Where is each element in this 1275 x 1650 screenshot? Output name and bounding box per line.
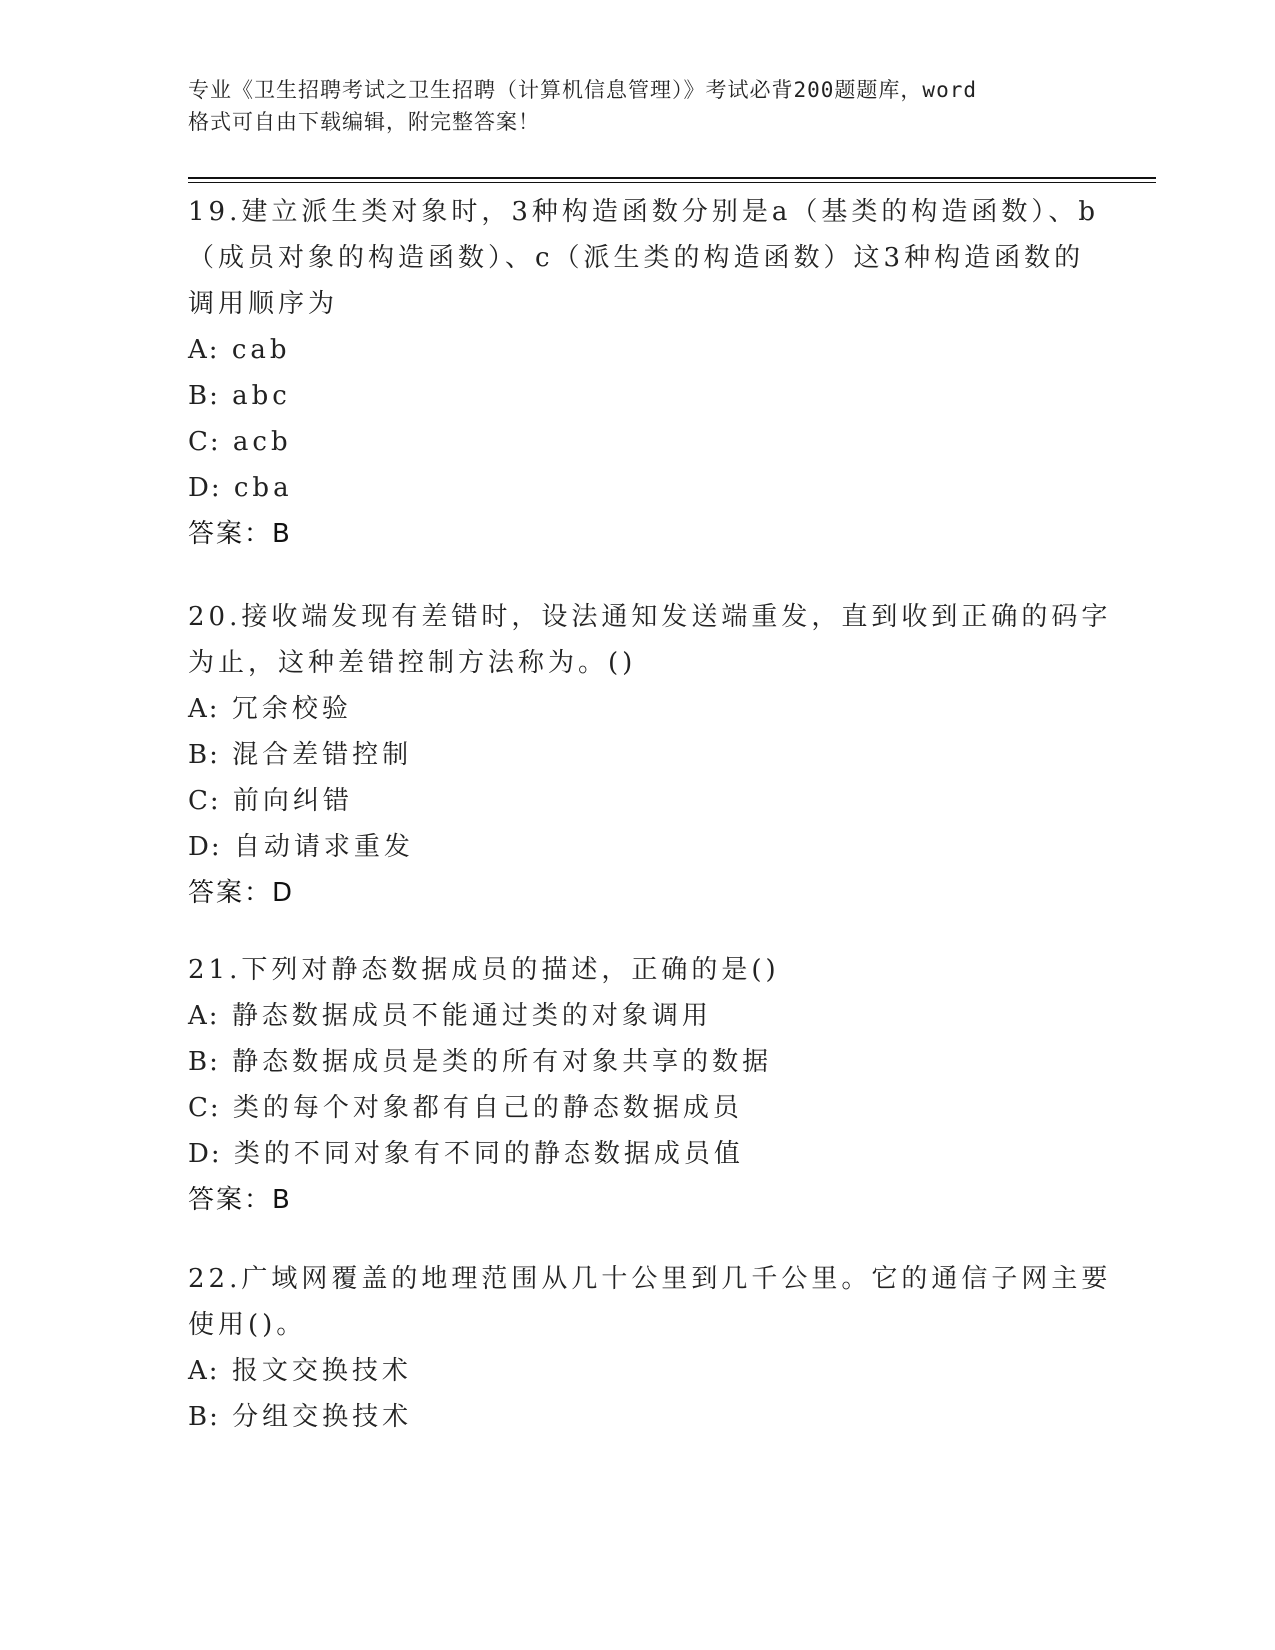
option-letter: C: [188,1093,221,1123]
option-letter: A: [188,1356,220,1386]
answer-label: 答案：B [188,1185,292,1215]
option-b [188,1039,1088,1085]
option-letter: A: [188,335,220,365]
option-text: 冗余校验 [231,694,352,724]
question-21 [188,947,1088,1223]
option-d [188,465,1088,511]
question-22 [188,1256,1112,1440]
header-line-1: 专业《卫生招聘考试之卫生招聘（计算机信息管理）》考试必背200题题库，word [188,78,977,102]
option-c [188,1085,1088,1131]
question-stem-line: 19.建立派生类对象时，3种构造函数分别是a（基类的构造函数）、b [188,197,1100,227]
question-20 [188,594,1112,916]
option-b [188,373,1088,419]
question-stem-line: 20.接收端发现有差错时，设法通知发送端重发，直到收到正确的码字 [188,602,1112,632]
option-text: acb [232,427,292,457]
option-b [188,732,1088,778]
option-text: 报文交换技术 [231,1356,412,1386]
option-a [188,1348,1088,1394]
option-letter: A: [188,1001,220,1031]
option-text: 静态数据成员不能通过类的对象调用 [231,1001,712,1031]
question-stem-line: 为止，这种差错控制方法称为。() [188,648,637,678]
question-stem-line: 21.下列对静态数据成员的描述，正确的是() [188,955,780,985]
option-letter: B: [188,381,220,411]
option-letter: C: [188,786,221,816]
header-divider-thin [188,182,1156,183]
question-stem-line: （成员对象的构造函数）、c（派生类的构造函数）这3种构造函数的 [188,243,1085,273]
option-text: abc [232,381,291,411]
question-stem-line: 使用()。 [188,1310,307,1340]
option-text: 混合差错控制 [232,740,413,770]
option-letter: B: [188,1402,220,1432]
header-divider-thick [188,177,1156,179]
option-a [188,993,1088,1039]
answer-label: 答案：B [188,519,292,549]
question-stem-line: 22.广域网覆盖的地理范围从几十公里到几千公里。它的通信子网主要 [188,1264,1112,1294]
option-letter: C: [188,427,221,457]
option-text: 类的每个对象都有自己的静态数据成员 [232,1093,743,1123]
option-c [188,419,1088,465]
option-letter: D: [188,1139,222,1169]
option-letter: B: [188,740,220,770]
option-c [188,778,1088,824]
option-d [188,824,1088,870]
option-b [188,1394,1088,1440]
question-19 [188,189,1100,557]
answer-label: 答案：D [188,878,295,908]
option-text: 静态数据成员是类的所有对象共享的数据 [232,1047,773,1077]
option-text: 自动请求重发 [233,832,414,862]
question-stem-line: 调用顺序为 [188,289,339,319]
option-text: cba [233,473,293,503]
option-text: 类的不同对象有不同的静态数据成员值 [233,1139,744,1169]
option-letter: B: [188,1047,220,1077]
option-letter: D: [188,832,222,862]
option-letter: A: [188,694,220,724]
option-text: 前向纠错 [232,786,353,816]
header-line-2: 格式可自由下载编辑，附完整答案！ [188,110,540,134]
option-d [188,1131,1088,1177]
option-text: 分组交换技术 [232,1402,413,1432]
option-a [188,327,1088,373]
option-letter: D: [188,473,222,503]
option-text: cab [231,335,291,365]
option-a [188,686,1088,732]
document-header [188,74,1088,138]
